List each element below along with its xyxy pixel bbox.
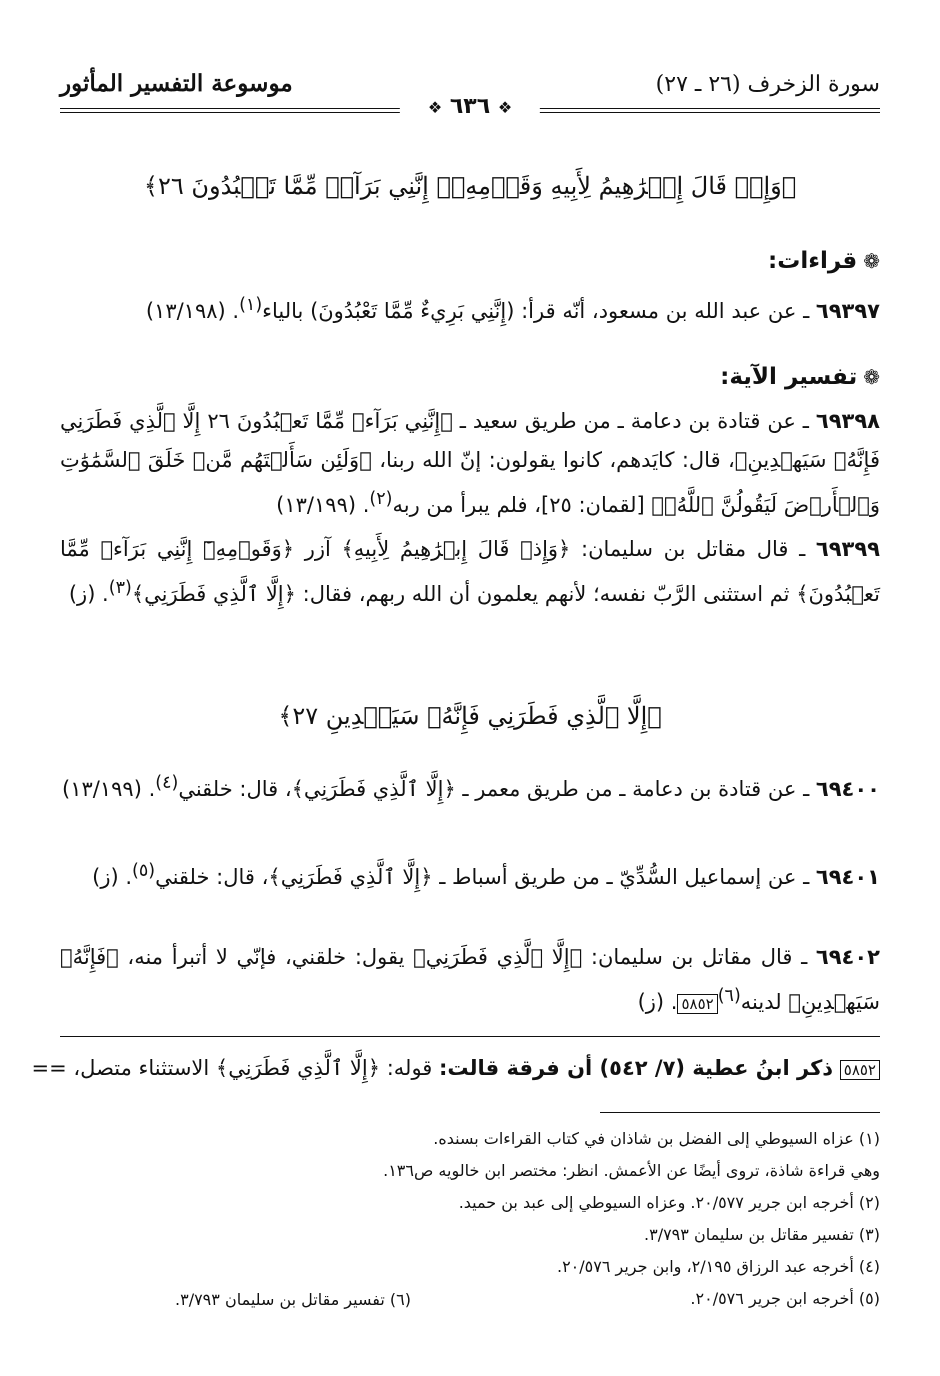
flower-icon: ❁ [863,365,880,389]
entry-ref: . (ز) [68,582,109,606]
entry-number: ٦٩٤٠٢ [815,945,880,969]
footnote-1b: وهي قراءة شاذة، تروى أيضًا عن الأعمش. انظر: مختصر ابن خالويه ص١٣٦. [383,1161,880,1180]
section-tafsir-label: تفسير الآية: [720,364,858,390]
note-box: ٥٨٥٢ [840,1060,880,1080]
entry-text: ـ قال مقاتل بن سليمان: ﴿وَإِذۡ قَالَ إِبۡرَٰهِيمُ لِأَبِيهِ﴾ آزر ﴿وَقَوۡمِهِۦٓ إِنَّنِي بَرَآءٞ مِّمَّا تَعۡبُدُونَ﴾ ثم استثنى الرَّبّ نفسه؛ لأنهم يعلمون أن الله ربهم، فقال: ﴿إِلَّا ٱلَّذِي فَطَرَنِي﴾ [60,537,880,606]
footnote-marker: (٣) [108,578,132,598]
entry-text: ـ عن قتادة بن دعامة ـ من طريق سعيد ـ ﴿إِنَّنِي بَرَآءٞ مِّمَّا تَعۡبُدُونَ ٢٦ إِلَّا ٱلَّذِي فَطَرَنِي فَإِنَّهُۥ سَيَهۡدِينِ﴾، قال: كايَدهم، كانوا يقولون: إنّ الله ربنا، ﴿وَلَئِن سَأَلۡتَهُم مَّنۡ خَلَقَ ٱلسَّمَٰوَٰتِ وَٱلۡأَرۡضَ لَيَقُولُنَّ ٱللَّهُۚ﴾ [لقمان: ٢٥]، فلم يبرأ من ربه [60,409,880,517]
footnote-marker: (١) [239,295,263,315]
section-tafsir [720,364,880,390]
entry-69400 [60,764,880,809]
footnote-5: (٥) أخرجه ابن جرير ٢٠/٥٧٦. [690,1289,880,1308]
entry-69397 [60,286,880,331]
footnote-2: (٢) أخرجه ابن جرير ٢٠/٥٧٧. وعزاه السيوطي إلى عبد بن حميد. [458,1193,880,1212]
footnote-marker: (٦) [717,986,741,1006]
ayah-27: ﴿إِلَّا ٱلَّذِي فَطَرَنِي فَإِنَّهُۥ سَيَهۡدِينِ ٢٧﴾ [278,702,662,730]
footnote-1: (١) عزاه السيوطي إلى الفضل بن شاذان في كتاب القراءات بسنده. [433,1129,880,1148]
ornament-icon: ❖ [497,98,513,117]
footnote-marker: (٥) [132,861,156,881]
entry-ref: . (١٣/١٩٩) [62,777,156,801]
page-number-wrap [400,94,540,119]
footnote-3: (٣) تفسير مقاتل بن سليمان ٣/٧٩٣. [644,1225,880,1244]
footnote-marker: (٢) [369,489,393,509]
entry-69401 [60,852,880,897]
entry-ref: . (ز) [92,865,133,889]
entry-number: ٦٩٣٩٨ [815,409,880,433]
surah-header: سورة الزخرف (٢٦ ـ ٢٧) [655,72,880,97]
note-box: ٥٨٥٢ [677,994,717,1014]
entry-number: ٦٩٤٠١ [815,865,880,889]
footnote-6: (٦) تفسير مقاتل بن سليمان ٣/٧٩٣. [175,1290,411,1309]
entry-number: ٦٩٣٩٩ [815,537,880,561]
entry-69399 [60,530,880,614]
section-qiraat-label: قراءات: [768,248,858,274]
entry-text: ـ قال مقاتل بن سليمان: ﴿إِلَّا ٱلَّذِي فَطَرَنِي﴾ يقول: خلقني، فإنّي لا أتبرأ منه، ﴿فَإِنَّهُۥ سَيَهۡدِينِ﴾ لدينه [60,945,880,1014]
flower-icon: ❁ [863,249,880,273]
entry-text: ـ عن إسماعيل السُّدِّيّ ـ من طريق أسباط ـ ﴿إِلَّا ٱلَّذِي فَطَرَنِي﴾، قال: خلقني [155,865,816,889]
entry-ref: . (١٣/١٩٨) [145,299,240,323]
entry-number: ٦٩٤٠٠ [815,777,880,801]
ayah-26: ﴿وَإِذۡ قَالَ إِبۡرَٰهِيمُ لِأَبِيهِ وَقَوۡمِهِۦٓ إِنَّنِي بَرَآءٞ مِّمَّا تَعۡبُدُونَ ٢٦﴾ [143,172,797,200]
page-number: ٦٣٦ [449,94,491,119]
book-title: موسوعة التفسير المأثور [60,70,293,97]
footnote-marker: (٤) [155,773,179,793]
scholar-comment [31,1050,880,1088]
comment-rule [60,1036,880,1037]
comment-lead: ذكر ابنُ عطية (٧/ ٥٤٢) أن فرقة قالت: [439,1056,834,1080]
entry-number: ٦٩٣٩٧ [815,299,880,323]
section-qiraat [768,248,880,274]
footnote-rule [600,1112,880,1113]
entry-text: ـ عن قتادة بن دعامة ـ من طريق معمر ـ ﴿إِلَّا ٱلَّذِي فَطَرَنِي﴾، قال: خلقني [178,777,816,801]
ornament-icon: ❖ [427,98,443,117]
footnote-4: (٤) أخرجه عبد الرزاق ٢/١٩٥، وابن جرير ٢٠/٥٧٦. [556,1257,880,1276]
entry-text: ـ عن عبد الله بن مسعود، أنّه قرأ: (إِنَّنِي بَرِيءٌ مِّمَّا تَعْبُدُونَ) بالياء [262,299,816,323]
comment-text: قوله: ﴿إِلَّا ٱلَّذِي فَطَرَنِي﴾ الاستثناء متصل، == [31,1056,440,1080]
entry-69398 [60,402,880,525]
entry-69402 [60,938,880,1024]
entry-ref: . (١٣/١٩٩) [276,493,370,517]
entry-ref: . (ز) [637,990,678,1014]
